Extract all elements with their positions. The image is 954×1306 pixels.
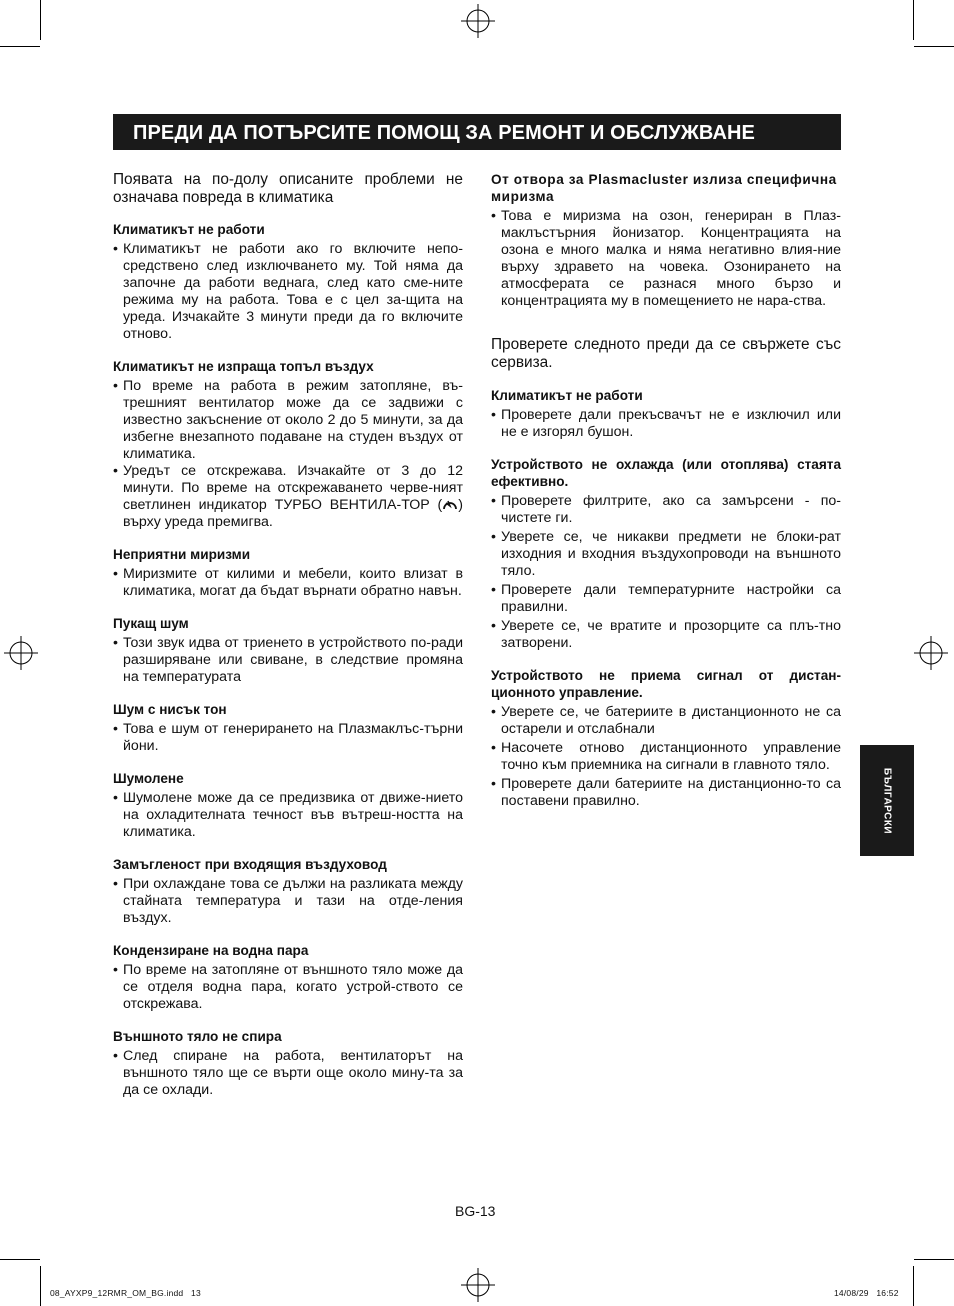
crop-mark: [0, 1259, 40, 1260]
registration-mark-right: [914, 636, 948, 670]
section-heading: Шум с нисък тон: [113, 702, 227, 717]
list-item: • Проверете дали батериите на дистанционно-то са поставени правилно.: [491, 776, 841, 810]
intro-text: Появата на по-долу описаните проблеми не означава повреда в климатика: [113, 171, 463, 206]
list-item: • Проверете дали прекъсвачът не е изключил или не е изгорял бушон.: [491, 407, 841, 441]
section: [113, 856, 463, 927]
turbo-fan-icon: [442, 498, 458, 511]
list-item: • Шумолене може да се предизвика от движе-нието на охладителната течност във вътреш-ността на климатика.: [113, 790, 463, 841]
list-item: [113, 463, 463, 531]
section: [113, 942, 463, 1013]
section: [491, 667, 841, 810]
registration-mark-bottom: [461, 1268, 495, 1302]
right-column: [491, 171, 841, 810]
crop-mark: [914, 1259, 954, 1260]
list-item: • След спиране на работа, вентилаторът на външното тяло ще се върти още около мину-та за да се охлади.: [113, 1048, 463, 1099]
list-item: • Уверете се, че никакви предмети не блоки-рат изходния и входния въздухопроводи на външното тяло.: [491, 529, 841, 580]
list-item: • Уверете се, че вратите и прозорците са плъ-тно затворени.: [491, 618, 841, 652]
list-item: • Този звук идва от триенето в устройството по-ради разширяване или свиване, в следствие промяна на температурата: [113, 635, 463, 686]
registration-mark-left: [4, 636, 38, 670]
section-heading: Външното тяло не спира: [113, 1029, 282, 1044]
section: [491, 387, 841, 441]
section-heading: Неприятни миризми: [113, 547, 251, 562]
page-title: ПРЕДИ ДА ПОТЪРСИТЕ ПОМОЩ ЗА РЕМОНТ И ОБСЛУЖВАНЕ: [113, 114, 841, 150]
list-item: • Уверете се, че батериите в дистанционното не са остарели и отслабнали: [491, 704, 841, 738]
list-item-text: ) върху уреда премигва.: [123, 497, 463, 530]
language-tab-label: БЪЛГАРСКИ: [881, 767, 893, 835]
list-item: • Проверете филтрите, ако са замърсени - по-чистете ги.: [491, 493, 841, 527]
crop-mark: [913, 1266, 914, 1306]
crop-mark: [40, 0, 41, 40]
section: [113, 546, 463, 600]
list-item: • Проверете дали температурните настройки са правилни.: [491, 582, 841, 616]
section-heading: Пукащ шум: [113, 616, 189, 631]
section-heading: Замъгленост при входящия въздуховод: [113, 857, 387, 872]
crop-mark: [913, 0, 914, 40]
language-tab: [860, 745, 914, 856]
list-item: • Миризмите от килими и мебели, които влизат в климатика, могат да бъдат върнати обратно навън.: [113, 566, 463, 600]
section-heading: Устройството не приема сигнал от дистан-ционното управление.: [491, 668, 841, 700]
section: [491, 171, 841, 310]
page-number: BG-13: [455, 1203, 496, 1219]
crop-mark: [914, 46, 954, 47]
list-item: • По време на затопляне от външното тяло може да се отделя водна пара, когато устрой-ството се отскрежава.: [113, 962, 463, 1013]
intro-text: Проверете следното преди да се свържете със сервиза.: [491, 336, 841, 371]
list-item: • Това е миризма на озон, генериран в Плаз-маклъстърния йонизатор. Концентрацията на озона е много малка и няма негативно влия-ние върху здравето на човека. Озонирането на атмосферата се разнася много бързо и концентрацията му в помещението не нара-ства.: [491, 208, 841, 310]
section-heading: Климатикът не работи: [491, 388, 643, 403]
section-heading: Шумолене: [113, 771, 184, 786]
list-item: • Насочете отново дистанционното управление точно към приемника на сигнали в главното тяло.: [491, 740, 841, 774]
registration-mark-top: [461, 4, 495, 38]
section: [113, 770, 463, 841]
crop-mark: [0, 46, 40, 47]
list-item: • Климатикът не работи ако го включите непо-средствено след изключването му. Той няма да започне да работи веднага, след като сме-ните режима му на работа. Това е с цел за-щита на уреда. Изчакайте 3 минути преди да го включите отново.: [113, 241, 463, 343]
list-item: • При охлаждане това се дължи на разликата между стайната температура и тази на отде-ления въздух.: [113, 876, 463, 927]
section-heading: Климатикът не изпраща топъл въздух: [113, 359, 374, 374]
footer-filename: 08_AYXP9_12RMR_OM_BG.indd 13: [50, 1288, 201, 1298]
section: [113, 358, 463, 531]
list-item: • По време на работа в режим затопляне, въ-трешният вентилатор може да се задвижи с известно закъснение от около 2 до 5 минути, за да избегне внезапното подаване на студен въздух от климатика.: [113, 378, 463, 463]
section: [113, 1028, 463, 1099]
left-column: [113, 171, 463, 1099]
section-heading: Кондензиране на водна пара: [113, 943, 309, 958]
section-heading: Климатикът не работи: [113, 222, 265, 237]
section-heading: От отвора за Plasmacluster излиза специфична миризма: [491, 172, 837, 204]
section: [113, 221, 463, 343]
section-heading: Устройството не охлажда (или отоплява) стаята ефективно.: [491, 457, 841, 489]
section: [491, 456, 841, 652]
section: [113, 615, 463, 686]
list-item: • Това е шум от генерирането на Плазмаклъс-търни йони.: [113, 721, 463, 755]
section: [113, 701, 463, 755]
crop-mark: [40, 1266, 41, 1306]
list-item-text: Уредът се отскрежава. Изчакайте от 3 до 12 минути. По време на отскрежаването черве-ният светлинен индикатор ТУРБО ВЕНТИЛА-ТОР (: [123, 463, 463, 513]
footer-timestamp: 14/08/29 16:52: [834, 1288, 899, 1298]
